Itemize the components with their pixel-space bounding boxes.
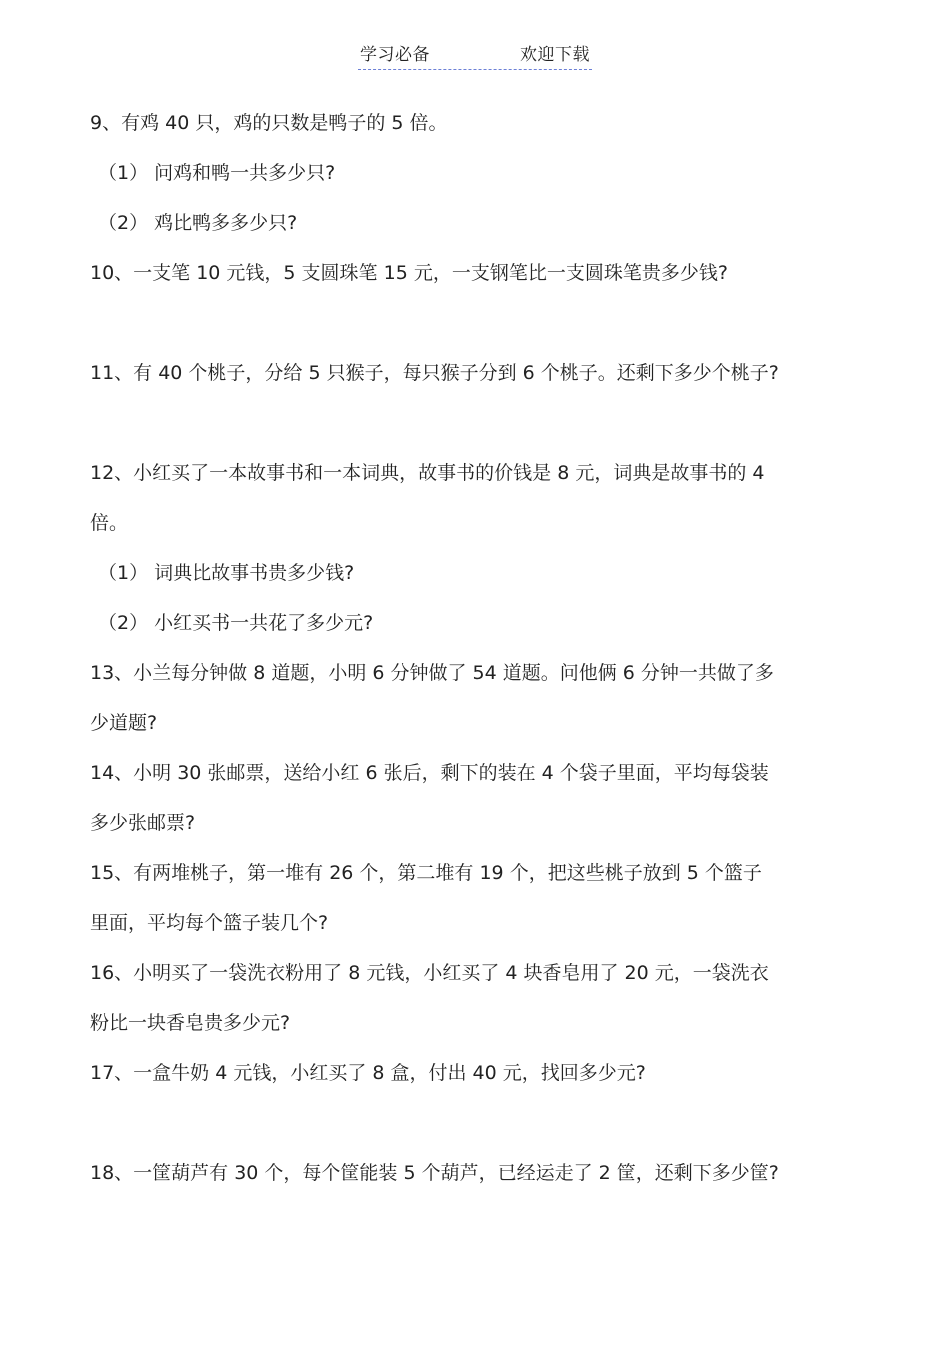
page-header [0,40,950,70]
header-left-text: 学习必备 [360,45,430,65]
problem-16-line-2: 粉比一块香皂贵多少元? [90,1012,291,1034]
header-banner [358,40,592,70]
problem-16-line-1: 16、小明买了一袋洗衣粉用了 8 元钱，小红买了 4 块香皂用了 20 元，一袋洗衣 [90,962,769,984]
header-right-text: 欢迎下载 [520,45,590,65]
problem-10: 10、一支笔 10 元钱，5 支圆珠笔 15 元，一支钢笔比一支圆珠笔贵多少钱? [90,262,728,284]
problem-15-line-1: 15、有两堆桃子，第一堆有 26 个，第二堆有 19 个，把这些桃子放到 5 个篮子 [90,862,762,884]
problem-list [90,98,870,1198]
problem-13-line-2: 少道题? [90,712,158,734]
problem-12-part-2: （2） 小红买书一共花了多少元? [98,612,374,634]
problem-9: 9、有鸡 40 只，鸡的只数是鸭子的 5 倍。 [90,112,448,134]
problem-14-line-1: 14、小明 30 张邮票，送给小红 6 张后，剩下的装在 4 个袋子里面，平均每袋装 [90,762,769,784]
problem-13-line-1: 13、小兰每分钟做 8 道题，小明 6 分钟做了 54 道题。问他俩 6 分钟一共做了多 [90,662,774,684]
problem-11: 11、有 40 个桃子，分给 5 只猴子，每只猴子分到 6 个桃子。还剩下多少个桃子? [90,362,779,384]
problem-9-part-1: （1） 问鸡和鸭一共多少只? [98,162,336,184]
problem-17: 17、一盒牛奶 4 元钱，小红买了 8 盒，付出 40 元，找回多少元? [90,1062,646,1084]
problem-12-part-1: （1） 词典比故事书贵多少钱? [98,562,355,584]
problem-15-line-2: 里面，平均每个篮子装几个? [90,912,329,934]
problem-12-line-1: 12、小红买了一本故事书和一本词典，故事书的价钱是 8 元，词典是故事书的 4 [90,462,765,484]
problem-9-part-2: （2） 鸡比鸭多多少只? [98,212,298,234]
problem-12-line-2: 倍。 [90,512,129,534]
problem-18: 18、一筐葫芦有 30 个，每个筐能装 5 个葫芦，已经运走了 2 筐，还剩下多少筐? [90,1162,779,1184]
problem-14-line-2: 多少张邮票? [90,812,196,834]
